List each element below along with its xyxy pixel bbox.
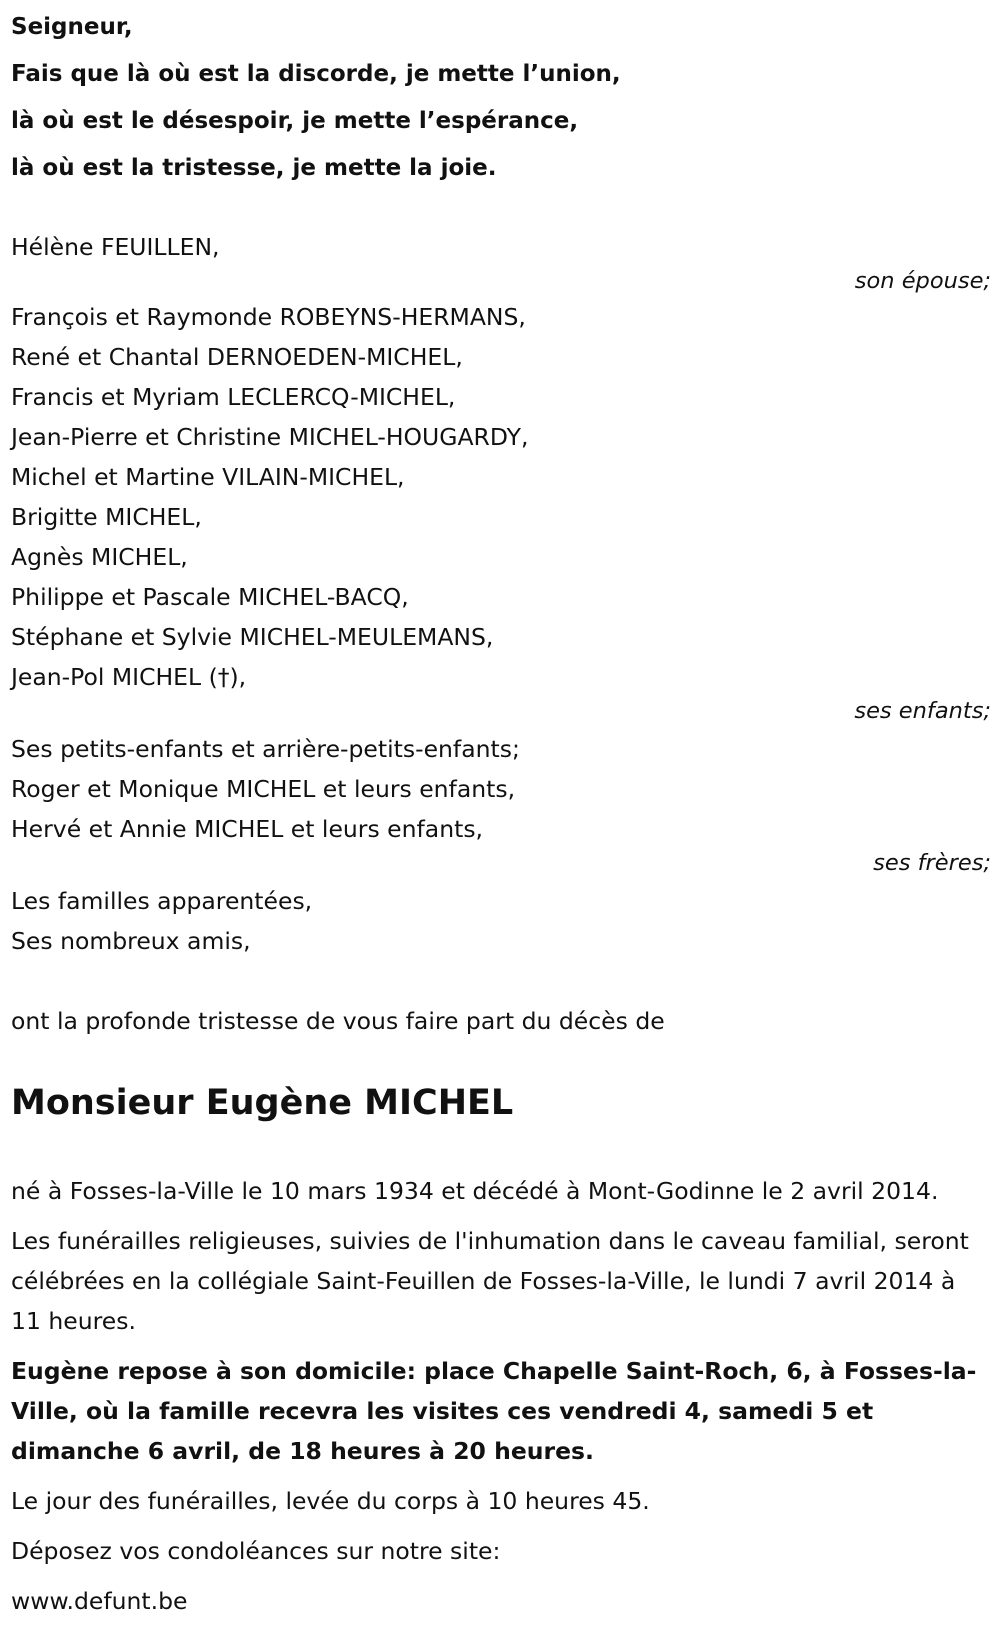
visitation-text: Eugène repose à son domicile: place Chapelle Saint-Roch, 6, à Fosses-la-Ville, où la famille recevra les visites ces vendredi 4, samedi 5 et dimanche 6 avril, de 18 heures à 20 heures. <box>11 1357 977 1465</box>
child-name: René et Chantal DERNOEDEN-MICHEL, <box>11 343 463 371</box>
siblings-section <box>11 729 991 877</box>
others-section <box>11 881 991 961</box>
child-name: Philippe et Pascale MICHEL-BACQ, <box>11 583 409 611</box>
website-link[interactable]: www.defunt.be <box>11 1587 188 1615</box>
deceased-name: Monsieur Eugène MICHEL <box>11 1083 514 1123</box>
child-name: François et Raymonde ROBEYNS-HERMANS, <box>11 303 526 331</box>
child-name: Stéphane et Sylvie MICHEL-MEULEMANS, <box>11 623 494 651</box>
birth-death-text: né à Fosses-la-Ville le 10 mars 1934 et décédé à Mont-Godinne le 2 avril 2014. <box>11 1177 939 1205</box>
spouse-relation: son épouse; <box>854 268 991 294</box>
sibling-line: Ses petits-enfants et arrière-petits-enfants; <box>11 735 520 763</box>
sibling-line: Hervé et Annie MICHEL et leurs enfants, <box>11 815 484 843</box>
prayer-line: Seigneur, <box>11 14 133 40</box>
child-name: Jean-Pierre et Christine MICHEL-HOUGARDY, <box>11 423 529 451</box>
child-name: Brigitte MICHEL, <box>11 503 202 531</box>
child-name: Michel et Martine VILAIN-MICHEL, <box>11 463 405 491</box>
other-line: Les familles apparentées, <box>11 887 313 915</box>
child-name: Francis et Myriam LECLERCQ-MICHEL, <box>11 383 456 411</box>
obituary-notice <box>11 0 991 1621</box>
spouse-name: Hélène FEUILLEN, <box>11 233 220 261</box>
sibling-line: Roger et Monique MICHEL et leurs enfants, <box>11 775 516 803</box>
prayer-line: là où est la tristesse, je mette la joie. <box>11 155 497 181</box>
other-line: Ses nombreux amis, <box>11 927 251 955</box>
departure-text: Le jour des funérailles, levée du corps à 10 heures 45. <box>11 1487 650 1515</box>
funeral-text: Les funérailles religieuses, suivies de l'inhumation dans le caveau familial, seront célébrées en la collégiale Saint-Feuillen de Fosses-la-Ville, le lundi 7 avril 2014 à 11 heures. <box>11 1227 969 1335</box>
children-relation: ses enfants; <box>854 698 991 724</box>
prayer-line: Fais que là où est la discorde, je mette l’union, <box>11 61 621 87</box>
prayer-line: là où est le désespoir, je mette l’espérance, <box>11 108 579 134</box>
condolences-text: Déposez vos condoléances sur notre site: <box>11 1537 501 1565</box>
spouse-section <box>11 227 991 295</box>
child-name: Jean-Pol MICHEL (†), <box>11 663 247 691</box>
siblings-relation: ses frères; <box>873 850 991 876</box>
prayer-verse <box>11 0 991 192</box>
announcement-text: ont la profonde tristesse de vous faire part du décès de <box>11 1007 665 1035</box>
child-name: Agnès MICHEL, <box>11 543 188 571</box>
children-section <box>11 297 991 725</box>
